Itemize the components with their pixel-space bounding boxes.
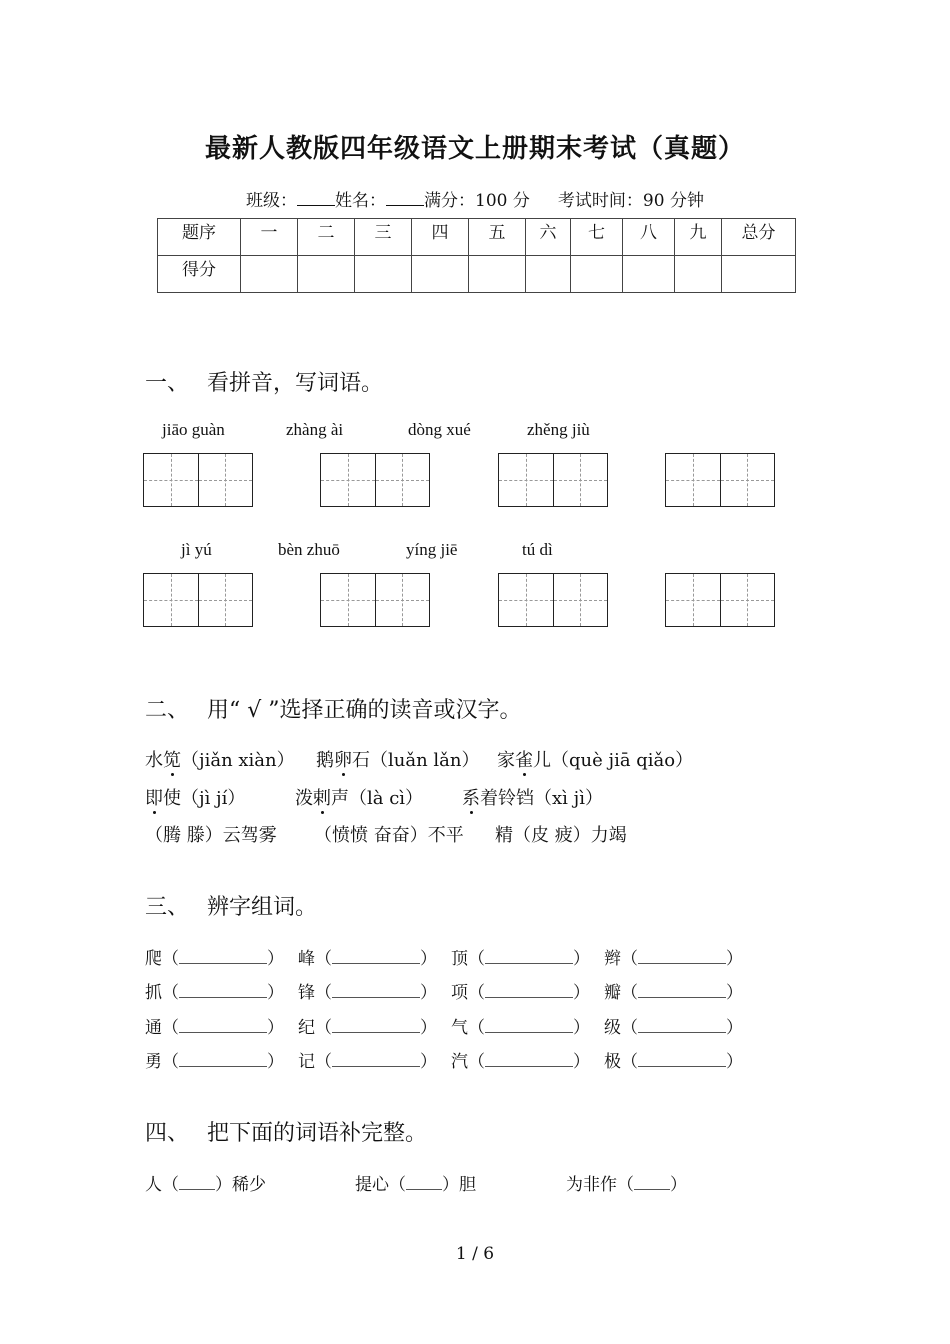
- header-cell: 五: [469, 219, 526, 256]
- answer-blank[interactable]: [638, 1020, 726, 1033]
- score-cell[interactable]: [623, 256, 675, 293]
- dotted-char: 雀: [515, 746, 533, 772]
- section-3-heading: [145, 890, 317, 921]
- header-cell: 二: [298, 219, 355, 256]
- idiom-item[interactable]: 提心（ ）胆: [355, 1175, 476, 1195]
- base-character: 峰: [298, 949, 315, 969]
- word-formation-item[interactable]: 辫（ ）: [604, 949, 743, 969]
- item-options: 石（luǎn lǎn）: [352, 750, 480, 771]
- idiom-suffix: 胆: [459, 1175, 476, 1195]
- character-choice-item[interactable]: （愤愤 奋奋）不平: [314, 825, 464, 846]
- pinyin-label: dòng xué: [408, 420, 471, 439]
- dotted-char: 剌: [313, 784, 331, 810]
- item-text: 家: [497, 750, 515, 771]
- base-character: 锋: [298, 983, 315, 1003]
- score-cell[interactable]: [412, 256, 469, 293]
- answer-blank[interactable]: [179, 951, 267, 964]
- score-row: [158, 256, 796, 293]
- score-cell[interactable]: [571, 256, 623, 293]
- idiom-suffix: 稀少: [232, 1175, 266, 1195]
- header-cell: 四: [412, 219, 469, 256]
- class-blank[interactable]: [297, 191, 335, 206]
- word-formation-item[interactable]: 汽（ ）: [451, 1052, 590, 1072]
- dotted-char: 卵: [334, 746, 352, 772]
- idiom-prefix: 为非作: [566, 1175, 617, 1195]
- idiom-item[interactable]: 人（ ）稀少: [145, 1175, 266, 1195]
- pronunciation-item[interactable]: [145, 784, 245, 810]
- word-formation-item[interactable]: 抓（ ）: [145, 983, 284, 1003]
- pronunciation-item[interactable]: [316, 746, 479, 772]
- header-cell: 九: [675, 219, 722, 256]
- answer-blank[interactable]: [485, 951, 573, 964]
- class-label: 班级：: [246, 191, 298, 211]
- base-character: 项: [451, 983, 468, 1003]
- base-character: 爬: [145, 949, 162, 969]
- page-title: 最新人教版四年级语文上册期末考试（真题）: [204, 134, 745, 164]
- pinyin-label: jiāo guàn: [162, 420, 225, 439]
- answer-blank[interactable]: [179, 1020, 267, 1033]
- pinyin-label: zhàng ài: [286, 420, 344, 439]
- base-character: 抓: [145, 983, 162, 1003]
- pronunciation-item[interactable]: [462, 784, 603, 810]
- base-character: 通: [145, 1018, 162, 1038]
- section-4-heading: [145, 1116, 427, 1147]
- score-cell[interactable]: [675, 256, 722, 293]
- answer-blank[interactable]: [332, 951, 420, 964]
- item-options: （jiǎn xiàn）: [181, 750, 295, 771]
- section-number: 一、: [145, 371, 190, 396]
- score-cell[interactable]: [526, 256, 571, 293]
- item-text: 泼: [295, 788, 313, 809]
- answer-blank[interactable]: [485, 1054, 573, 1067]
- item-text: 鹅: [316, 750, 334, 771]
- word-formation-item[interactable]: 峰（ ）: [298, 949, 437, 969]
- answer-blank[interactable]: [332, 1054, 420, 1067]
- section-title: 看拼音，写词语。: [207, 371, 384, 396]
- idiom-prefix: 人: [145, 1175, 162, 1195]
- idiom-prefix: 提心: [355, 1175, 389, 1195]
- answer-blank[interactable]: [406, 1177, 442, 1190]
- dotted-char: 笕: [163, 746, 181, 772]
- base-character: 勇: [145, 1052, 162, 1072]
- word-formation-item[interactable]: 极（ ）: [604, 1052, 743, 1072]
- writing-grid[interactable]: [320, 573, 430, 627]
- base-character: 气: [451, 1018, 468, 1038]
- item-options: 声（là cì）: [331, 788, 424, 809]
- character-choice-item[interactable]: 精（皮 疲）力竭: [495, 825, 627, 846]
- writing-grid[interactable]: [665, 453, 775, 507]
- answer-blank[interactable]: [179, 985, 267, 998]
- item-options: 使（jì jí）: [163, 788, 246, 809]
- writing-grid[interactable]: [143, 453, 253, 507]
- section-number: 四、: [145, 1121, 190, 1146]
- character-choice-item[interactable]: （腾 滕）云驾雾: [145, 825, 277, 846]
- answer-blank[interactable]: [332, 1020, 420, 1033]
- answer-blank[interactable]: [638, 1054, 726, 1067]
- answer-blank[interactable]: [179, 1054, 267, 1067]
- header-cell: 总分: [722, 219, 796, 256]
- base-character: 瓣: [604, 983, 621, 1003]
- section-title: 辨字组词。: [207, 895, 318, 920]
- answer-blank[interactable]: [485, 985, 573, 998]
- word-formation-item[interactable]: 瓣（ ）: [604, 983, 743, 1003]
- name-blank[interactable]: [386, 191, 424, 206]
- header-cell: 七: [571, 219, 623, 256]
- header-cell: 八: [623, 219, 675, 256]
- score-header-row: [158, 219, 796, 256]
- score-cell[interactable]: [298, 256, 355, 293]
- word-formation-item[interactable]: 爬（ ）: [145, 949, 284, 969]
- word-formation-item[interactable]: 锋（ ）: [298, 983, 437, 1003]
- name-label: 姓名：: [335, 191, 387, 211]
- pronunciation-item[interactable]: [145, 746, 295, 772]
- pronunciation-item[interactable]: [295, 784, 423, 810]
- word-formation-item[interactable]: 通（ ）: [145, 1018, 284, 1038]
- answer-blank[interactable]: [332, 985, 420, 998]
- section-title: 用“ √ ”选择正确的读音或汉字。: [207, 698, 522, 723]
- answer-blank[interactable]: [638, 951, 726, 964]
- header-cell: 三: [355, 219, 412, 256]
- base-character: 顶: [451, 949, 468, 969]
- base-character: 汽: [451, 1052, 468, 1072]
- dotted-char: 系: [462, 784, 480, 810]
- word-formation-item[interactable]: 勇（ ）: [145, 1052, 284, 1072]
- base-character: 纪: [298, 1018, 315, 1038]
- answer-blank[interactable]: [634, 1177, 670, 1190]
- score-cell[interactable]: [355, 256, 412, 293]
- idiom-item[interactable]: 为非作（ ）: [566, 1175, 687, 1195]
- base-character: 极: [604, 1052, 621, 1072]
- section-2-heading: [145, 693, 522, 724]
- answer-blank[interactable]: [485, 1020, 573, 1033]
- exam-time: 考试时间：90 分钟: [557, 191, 704, 211]
- base-character: 级: [604, 1018, 621, 1038]
- section-number: 三、: [145, 895, 190, 920]
- word-formation-item[interactable]: 项（ ）: [451, 983, 590, 1003]
- word-formation-item[interactable]: 记（ ）: [298, 1052, 437, 1072]
- answer-blank[interactable]: [179, 1177, 215, 1190]
- writing-grid[interactable]: [498, 573, 608, 627]
- word-formation-item[interactable]: 级（ ）: [604, 1018, 743, 1038]
- section-1-heading: [145, 366, 383, 397]
- writing-grid[interactable]: [665, 573, 775, 627]
- dotted-char: 即: [145, 784, 163, 810]
- score-cell[interactable]: [722, 256, 796, 293]
- base-character: 辫: [604, 949, 621, 969]
- word-formation-item[interactable]: 顶（ ）: [451, 949, 590, 969]
- word-formation-item[interactable]: 纪（ ）: [298, 1018, 437, 1038]
- item-options: 儿（què jiā qiǎo）: [533, 750, 694, 771]
- score-cell[interactable]: [469, 256, 526, 293]
- item-options: 着铃铛（xì jì）: [480, 788, 603, 809]
- score-row-label: 得分: [158, 256, 241, 293]
- score-cell[interactable]: [241, 256, 298, 293]
- pinyin-label: bèn zhuō: [278, 540, 340, 559]
- item-text: 水: [145, 750, 163, 771]
- full-score: 满分：100 分: [424, 191, 530, 211]
- page-number: 1 / 6: [455, 1244, 495, 1264]
- word-formation-item[interactable]: 气（ ）: [451, 1018, 590, 1038]
- header-cell: 一: [241, 219, 298, 256]
- writing-grid[interactable]: [143, 573, 253, 627]
- header-cell: 题序: [158, 219, 241, 256]
- exam-meta: [0, 186, 950, 211]
- writing-grid[interactable]: [498, 453, 608, 507]
- section-number: 二、: [145, 698, 190, 723]
- pronunciation-item[interactable]: [497, 746, 693, 772]
- answer-blank[interactable]: [638, 985, 726, 998]
- pinyin-label: zhěng jiù: [527, 420, 590, 439]
- pinyin-label: yíng jiē: [406, 540, 458, 559]
- score-table: [157, 218, 796, 293]
- section-title: 把下面的词语补完整。: [207, 1121, 428, 1146]
- base-character: 记: [298, 1052, 315, 1072]
- header-cell: 六: [526, 219, 571, 256]
- writing-grid[interactable]: [320, 453, 430, 507]
- pinyin-label: jì yú: [181, 540, 212, 559]
- pinyin-label: tú dì: [522, 540, 553, 559]
